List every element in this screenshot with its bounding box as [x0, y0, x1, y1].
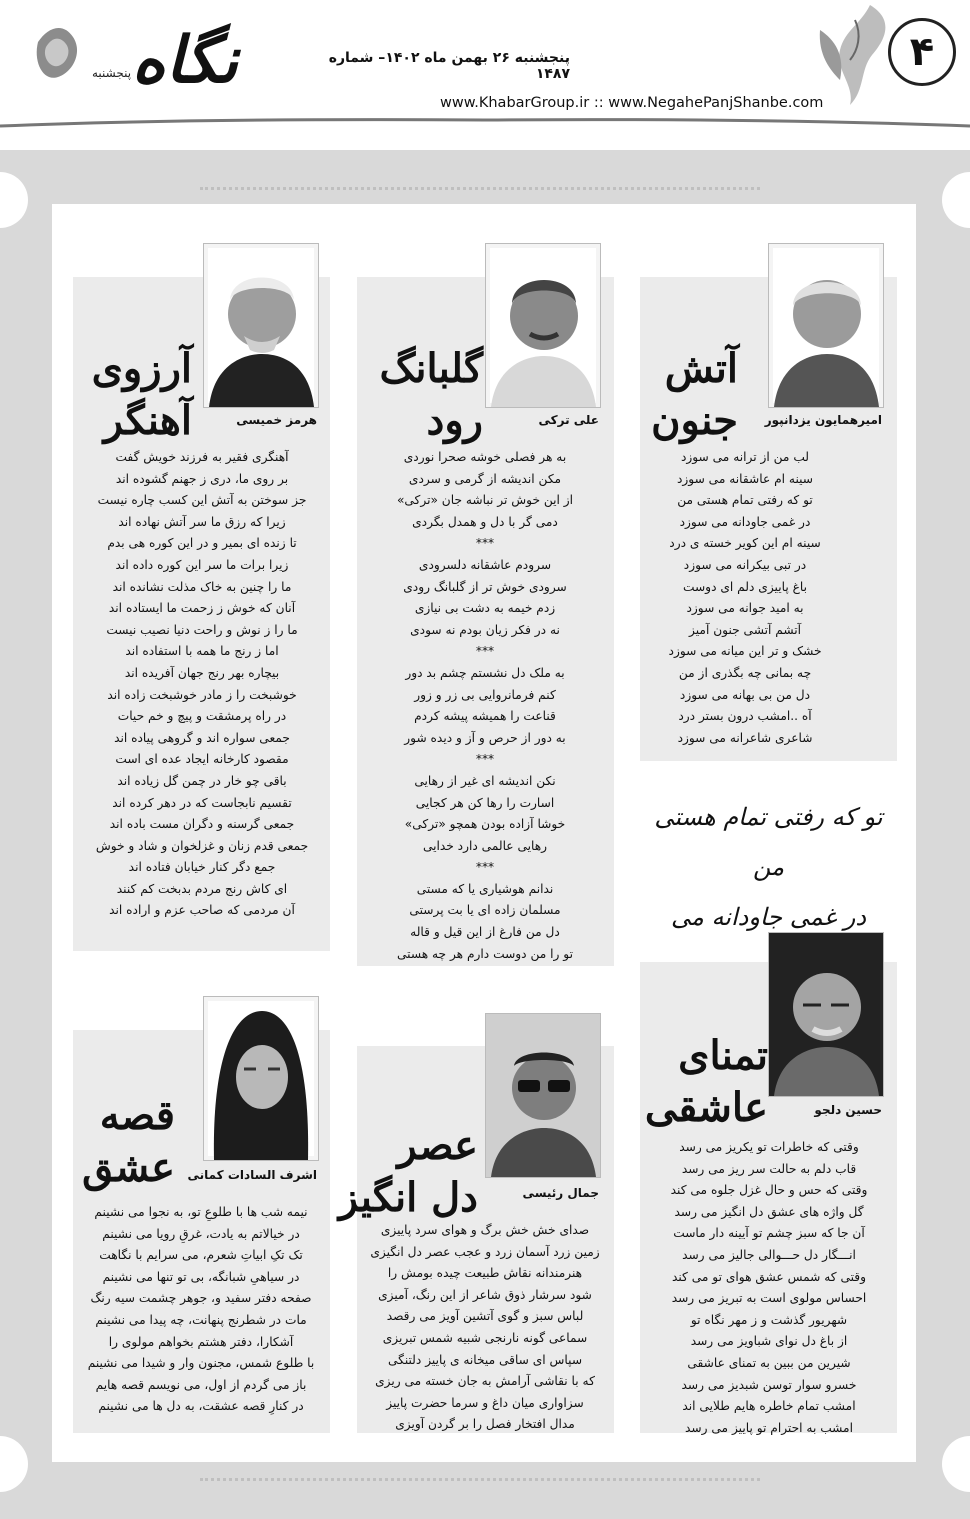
- dotted-divider: [200, 187, 760, 190]
- portrait-icon: [769, 933, 883, 1096]
- poem-verses: وقتی که خاطرات تو یکریز می رسد قاب دلم به حالت سر ریز می رسد وقتی که حس و حال غزل جلوه می کند گل واژه های عشق دل انگیز می رسد آن جا که سبز چشم تو آیینه دار ماست انـــگار دل حـــوالی جالیز می رسد وقتی که شمس عشق هوای تو می کند احساس مولوی است به تبریز می رسد شهریور گذشت و ز مهر نگاه تو از باغ دل نوای شباویز می رسد شیرین من ببین به تمنای عاشقی خسرو سوار توسن شبدیز می رسد امشب تمام خاطره هایم طلایی اند امشب به احترام تو پاییز می رسد: [670, 1140, 868, 1435]
- poem-author: جمال رئیسی: [522, 1186, 599, 1200]
- newspaper-logo: [28, 2, 258, 112]
- portrait-icon: [204, 997, 318, 1160]
- portrait-icon: [769, 244, 883, 407]
- poem-author: اشرف السادات کمانی: [187, 1168, 317, 1182]
- author-photo: [485, 243, 601, 408]
- author-photo: [203, 243, 319, 408]
- poem-title: تمنای عاشقی: [644, 1032, 768, 1131]
- poem-title: گلبانگ رود: [379, 345, 483, 444]
- poem-author: حسین دلجو: [814, 1103, 882, 1117]
- featured-quote: تو که رفتی تمام هستی من در غمی جاودانه می: [654, 803, 883, 931]
- portrait-icon: [486, 244, 600, 407]
- author-photo: [768, 932, 884, 1097]
- poem-title: عصر دل انگیز: [338, 1122, 478, 1221]
- poem-title: قصه عشق: [82, 1092, 175, 1191]
- logo-subtitle: پنجشنبه: [92, 66, 132, 80]
- poem-author: علی ترکی: [538, 413, 599, 427]
- poem-author: هرمز خمیسی: [236, 413, 317, 427]
- poem-title: آرزوی آهنگر: [91, 345, 192, 444]
- phoenix-emblem-icon: [800, 0, 900, 110]
- author-photo: [203, 996, 319, 1161]
- poem-title: آتش جنون: [651, 345, 738, 444]
- logo-wordmark: نگاه: [131, 23, 238, 98]
- author-photo: [485, 1013, 601, 1178]
- website-links[interactable]: www.KhabarGroup.ir :: www.NegahePanjShanbe.com: [440, 95, 824, 111]
- portrait-icon: [204, 244, 318, 407]
- poem-author: امیرهمایون یزدانپور: [764, 413, 882, 427]
- poem-verses: صدای خش خش برگ و هوای سرد پاییزی زمین زرد آسمان زرد و عجب عصر دل انگیزی هنرمندانه نقاش طبیعت چیده بومش را شود سرشار ذوق شاعر از این رنگ، آمیزی لباس سبز و گوی آتشین آویز می رقصد سماعی گونه نارنجی شبیه شمس تبریزی سپاس ای ساقی میخانه ی پاییز دلتنگی که با نقاشی آرامش به جان خسته می ریزی سزاواری میان داغ و سرما حضرت پاییز مدال افتخار فصل را بر گردن آویزی: [370, 1223, 600, 1432]
- page-number: ۴: [888, 18, 956, 86]
- date-issue: پنجشنبه ۲۶ بهمن ماه ۱۴۰۲– شماره ۱۴۸۷: [328, 50, 570, 82]
- portrait-icon: [486, 1014, 600, 1177]
- author-photo: [768, 243, 884, 408]
- poem-verses: به هر فصلی خوشه صحرا نوردی مکن اندیشه از گرمی و سردی از این خوش تر نباشه جان «ترکی» دمی گر با دل و همدل بگردی *** سرودم عاشقانه دلسرودی سرودی خوش تر از گلبانگ رودی زدم خیمه به دشت بی نیازی نه در فکر زیان بودم نه سودی *** به ملک دل نشستم چشم بد دور کنم فرمانروایی بی زر و زور قناعت را همیشه پیشه کردم به دور از حرص و آز و دیده شور *** نکن اندیشه ای غیر از رهایی اسارت را رها کن هر کجایی خوشا آزاده بودن همچو «ترکی» رهایی عالمی دارد خدایی *** ندانم هوشیاری یا که مستی مسلمان زاده ای یا بت پرستی دل من فارغ از این قیل و قاله تو را من دوست دارم هر چه هستی: [396, 450, 574, 961]
- masthead: [0, 0, 970, 135]
- poem-verses: لب من از ترانه می سوزد سینه ام عاشقانه می سوزد تو که رفتی تمام هستی من در غمی جاودانه می سوزد سینه ام این کویر خسته ی درد در تبی بیکرانه می سوزد باغ پاییزی دلم ای دوست به امید جوانه می سوزد آتشم آتشی جنون آمیز خشک و تر این میانه می سوزد چه بمانی چه بگذری از من دل من بی بهانه می سوزد آه ..امشب درون بستر درد شاعری شاعرانه می سوزد: [668, 450, 822, 745]
- poem-verses: نیمه شب ها با طلوعِ تو، به نجوا می نشینم در خیالاتم به یادت، غرقِ رویا می نشینم تک تکِ ابیاتِ شعرم، می سرایم با نگاهت در سیاهیِ شبانگه، بی تو تنها می نشینم صفحه دفتر سفید و، جوهر چشمت سیه رنگ مات در شطرنج پنهانت، چه پیدا می نشینم آشکارا، دفتر هشتم بخواهم مولوی را با طلوع شمس، مجنون وار و شیدا می نشینم باز می گردم از اول، می نویسم قصه هایم در کنارِ قصه عشقت، به دل ها می نشینم: [87, 1205, 315, 1414]
- dotted-divider: [200, 1478, 760, 1481]
- header-rule: [0, 118, 970, 128]
- poem-verses: آهنگری فقیر به فرزند خویش گفت بر روی ما، دری ز جهنم گشوده اند جز سوختن به آتش این کسب چاره نیست زیرا که رزق ما سر آتش نهاده اند تا زنده ای بمیر و در این کوره هی بدم زیرا برات ما سر این کوره داده اند ما را چنین به خاک مذلت نشانده اند آنان که خوش ز زحمت ما ایستاده اند ما را ز نوش و راحت دنیا نصیب نیست اما ز رنج ما همه با استفاده اند بیچاره بهر رنج جهان آفریده اند خوشبخت را ز مادر خوشبخت زاده اند در راه پرمشقت و پیچ و خم حیات جمعی سواره اند و گروهی پیاده اند مقصود کارخانه ایجاد عده ای است باقی چو خار در چمن گل زیاده اند تقسیم نابجاست که در دهر کرده اند جمعی گرسنه و دگران مست باده اند جمعی قدم زنان و غزلخوان و شاد و خوش جمع دگر کنار خیابان فتاده اند ای کاش رنج مردم بدبخت کم کنند آن مردمی که صاحب عزم و اراده اند: [95, 450, 309, 918]
